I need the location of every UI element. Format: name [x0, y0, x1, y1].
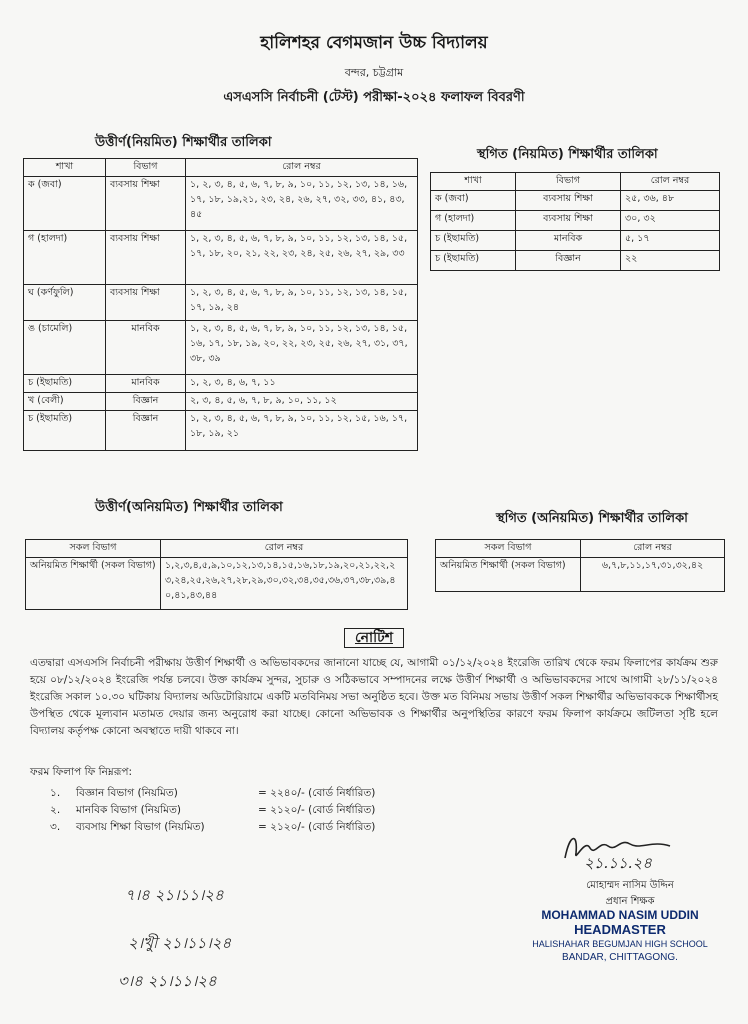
branch-cell: চ (ইছামতি)	[431, 251, 516, 271]
rolls-cell: ১, ২, ৩, ৪, ৫, ৬, ৭, ৮, ৯, ১০, ১১, ১২, ১৩, ১৪, ১৫, ১৬, ১৭, ১৮, ১৯, ২০, ২২, ২৩, ২৫, ২৬, ২৭, ৩১, ৩৭, ৩৮, ৩৯	[186, 321, 418, 375]
table-row	[431, 211, 720, 231]
branch-cell: গ (হালদা)	[24, 231, 106, 285]
table-row	[436, 558, 725, 592]
fee-list	[30, 765, 450, 837]
fee-amount: = ২২৪০/- (বোর্ড নির্ধারিত)	[258, 787, 376, 799]
fee-label: বিজ্ঞান বিভাগ (নিয়মিত)	[76, 787, 178, 799]
seal-name: MOHAMMAD NASIM UDDIN	[541, 908, 699, 922]
passed-irregular-title: উত্তীর্ণ(অনিয়মিত) শিক্ষার্থীর তালিকা	[95, 500, 283, 515]
branch-cell: চ (ইছামতি)	[431, 231, 516, 251]
dept-cell: ব্যবসায় শিক্ষা	[106, 231, 186, 285]
fee-title: ফরম ফিলাপ ফি নিম্নরূপ:	[30, 766, 133, 778]
handwritten-note: ৩।৪ ২১।১১।২৪	[118, 972, 217, 990]
dept-cell: ব্যবসায় শিক্ষা	[516, 211, 621, 231]
dept-cell: ব্যবসায় শিক্ষা	[106, 285, 186, 321]
fee-number: ৩.	[50, 821, 61, 833]
fee-amount: = ২১২০/- (বোর্ড নির্ধারিত)	[258, 804, 376, 816]
branch-cell: ঙ (চামেলি)	[24, 321, 106, 375]
dept-cell: মানবিক	[106, 375, 186, 393]
suspended-irregular-table	[435, 539, 725, 592]
table-header-row	[26, 540, 408, 558]
notice-body: এতদ্বারা এসএসসি নির্বাচনী পরীক্ষায় উত্তীর্ণ শিক্ষার্থী ও অভিভাবকদের জানানো যাচ্ছে যে, আগামী ০১/১২/২০২৪ ইংরেজি তারিখ থেকে ফরম ফিলাপের কার্যক্রম শুরু হয়ে ০৮/১২/২০২৪ ইংরেজি পর্যন্ত চলবে। উক্ত কার্যক্রম সুন্দর, সুচারু ও সঠিকভাবে সম্পাদনের লক্ষে উত্তীর্ণ শিক্ষার্থী ও অভিভাবকদের সাথে আগামী ২৮/১১/২০২৪ ইংরেজি সকাল ১০.৩০ ঘটিকায় বিদ্যালয় অডিটোরিয়ামে একটি মতবিনিময় সভা অনুষ্ঠিত হবে। উক্ত মত বিনিময় সভায় উত্তীর্ণ সকল শিক্ষার্থীর অভিভাবককে শিক্ষার্থীসহ উপস্থিত থেকে মূল্যবান মতামত দেয়ার জন্য অনুরোধ করা যাচ্ছে। কোনো অভিভাবক ও শিক্ষার্থীর অনুপস্থিতির কারণে ফরম ফিলাপ কার্যক্রমে জটিলতা সৃষ্টি হলে বিদ্যালয় কর্তৃপক্ষ কোনো অবস্থাতে দায়ী থাকবে না।	[30, 657, 718, 737]
suspended-irregular-title: স্থগিত (অনিয়মিত) শিক্ষার্থীর তালিকা	[496, 511, 688, 526]
rolls-cell: ৬,৭,৮,১১,১৭,৩১,৩২,৪২	[581, 558, 725, 592]
dept-cell: ব্যবসায় শিক্ষা	[106, 177, 186, 231]
suspended-regular-title: স্থগিত (নিয়মিত) শিক্ষার্থীর তালিকা	[477, 147, 658, 162]
header-dept: বিভাগ	[106, 159, 186, 177]
handwritten-note: ২।খুী ২১।১১।২৪	[128, 934, 232, 952]
header-dept: বিভাগ	[516, 173, 621, 191]
header-branch: শাখা	[431, 173, 516, 191]
rolls-cell: ১,২,৩,৪,৫,৯,১০,১২,১৩,১৪,১৫,১৬,১৮,১৯,২০,২১,২২,২৩,২৪,২৫,২৬,২৭,২৮,২৯,৩০,৩২,৩৪,৩৫,৩৬,৩৭,৩৮,৩৯,৪০,৪১,৪৩,৪৪	[161, 558, 408, 610]
dept-cell: বিজ্ঞান	[106, 411, 186, 451]
school-name: হালিশহর বেগমজান উচ্চ বিদ্যালয়	[260, 33, 488, 53]
fee-item	[30, 803, 450, 820]
handwritten-note: ৭।৪ ২১।১১।২৪	[125, 886, 224, 904]
header-branch: শাখা	[24, 159, 106, 177]
passed-regular-table	[23, 158, 418, 451]
header-rolls: রোল নম্বর	[581, 540, 725, 558]
headmaster-title-bn: প্রধান শিক্ষক	[605, 896, 655, 907]
notice-heading: নোটিশ	[344, 628, 404, 648]
table-row	[431, 231, 720, 251]
table-row	[24, 411, 418, 451]
passed-irregular-table	[25, 539, 408, 610]
fee-number: ২.	[50, 804, 61, 816]
header-rolls: রোল নম্বর	[186, 159, 418, 177]
dept-cell: ব্যবসায় শিক্ষা	[516, 191, 621, 211]
table-row	[24, 393, 418, 411]
seal-school: HALISHAHAR BEGUMJAN HIGH SCHOOL	[532, 939, 708, 949]
fee-item	[30, 820, 450, 837]
dept-cell: বিজ্ঞান	[516, 251, 621, 271]
group-cell: অনিয়মিত শিক্ষার্থী (সকল বিভাগ)	[26, 558, 161, 610]
branch-cell: ক (জবা)	[24, 177, 106, 231]
table-header-row	[24, 159, 418, 177]
table-header-row	[436, 540, 725, 558]
fee-label: মানবিক বিভাগ (নিয়মিত)	[76, 804, 181, 816]
header-rolls: রোল নম্বর	[161, 540, 408, 558]
rolls-cell: ২২	[621, 251, 720, 271]
rolls-cell: ১, ২, ৩, ৪, ৬, ৭, ১১	[186, 375, 418, 393]
dept-cell: বিজ্ঞান	[106, 393, 186, 411]
rolls-cell: ১, ২, ৩, ৪, ৫, ৬, ৭, ৮, ৯, ১০, ১১, ১২, ১৩, ১৪, ১৫, ১৭, ১৯, ২৪	[186, 285, 418, 321]
table-row	[24, 285, 418, 321]
fee-number: ১.	[50, 787, 61, 799]
branch-cell: চ (ইছামতি)	[24, 411, 106, 451]
fee-item	[30, 786, 450, 803]
table-row	[431, 251, 720, 271]
table-header-row	[431, 173, 720, 191]
headmaster-name-bn: মোহাম্মদ নাসিম উদ্দিন	[586, 880, 674, 891]
table-row	[24, 177, 418, 231]
table-row	[24, 231, 418, 285]
fee-amount: = ২১২০/- (বোর্ড নির্ধারিত)	[258, 821, 376, 833]
rolls-cell: ১, ২, ৩, ৪, ৫, ৬, ৭, ৮, ৯, ১০, ১১, ১২, ১৩, ১৪, ১৬, ১৭, ১৮, ১৯,২১, ২৩, ২৪, ২৬, ২৭, ৩২, ৩৩, ৪১, ৪৩, ৪৫	[186, 177, 418, 231]
exam-title: এসএসসি নির্বাচনী (টেস্ট) পরীক্ষা-২০২৪ ফলাফল বিবরণী	[223, 90, 525, 105]
table-row	[431, 191, 720, 211]
branch-cell: ক (জবা)	[431, 191, 516, 211]
branch-cell: ঘ (কর্ণফুলি)	[24, 285, 106, 321]
rolls-cell: ২৫, ৩৬, ৪৮	[621, 191, 720, 211]
table-row	[24, 375, 418, 393]
dept-cell: মানবিক	[516, 231, 621, 251]
rolls-cell: ১, ২, ৩, ৪, ৫, ৬, ৭, ৮, ৯, ১০, ১১, ১২, ১৫, ১৬, ১৭, ১৮, ১৯, ২১	[186, 411, 418, 451]
fee-label: ব্যবসায় শিক্ষা বিভাগ (নিয়মিত)	[76, 821, 205, 833]
rolls-cell: ১, ২, ৩, ৪, ৫, ৬, ৭, ৮, ৯, ১০, ১১, ১২, ১৩, ১৪, ১৫, ১৭, ১৮, ২০, ২১, ২২, ২৩, ২৪, ২৫, ২৬, ২৭, ২৯, ৩৩	[186, 231, 418, 285]
headmaster-seal	[520, 908, 720, 963]
passed-regular-title: উত্তীর্ণ(নিয়মিত) শিক্ষার্থীর তালিকা	[95, 135, 272, 150]
header-group: সকল বিভাগ	[26, 540, 161, 558]
table-row	[24, 321, 418, 375]
signature-date: ২১.১১.২৪	[584, 854, 652, 872]
branch-cell: খ (বেলী)	[24, 393, 106, 411]
rolls-cell: ২, ৩, ৪, ৫, ৬, ৭, ৮, ৯, ১০, ১১, ১২	[186, 393, 418, 411]
school-location: বন্দর, চট্টগ্রাম	[344, 66, 404, 79]
rolls-cell: ৫, ১৭	[621, 231, 720, 251]
rolls-cell: ৩০, ৩২	[621, 211, 720, 231]
document-header	[0, 30, 748, 109]
group-cell: অনিয়মিত শিক্ষার্থী (সকল বিভাগ)	[436, 558, 581, 592]
branch-cell: গ (হালদা)	[431, 211, 516, 231]
table-row	[26, 558, 408, 610]
header-group: সকল বিভাগ	[436, 540, 581, 558]
dept-cell: মানবিক	[106, 321, 186, 375]
branch-cell: চ (ইছামতি)	[24, 375, 106, 393]
notice-heading-wrap	[0, 626, 748, 650]
seal-title: HEADMASTER	[574, 922, 666, 937]
seal-place: BANDAR, CHITTAGONG.	[562, 952, 678, 963]
suspended-regular-table	[430, 172, 720, 271]
header-rolls: রোল নম্বর	[621, 173, 720, 191]
